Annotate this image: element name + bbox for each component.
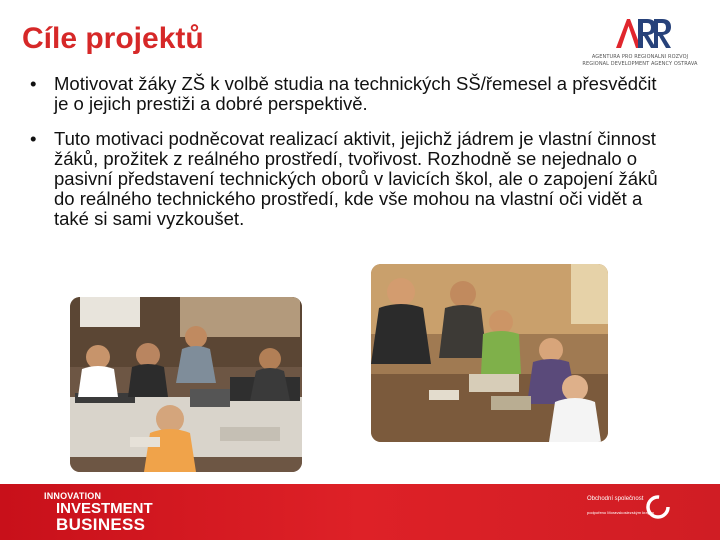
bullet-list [30, 74, 670, 229]
arr-logo [578, 14, 702, 72]
workshop-photo [70, 297, 302, 472]
brand-line-3: BUSINESS [56, 515, 146, 534]
brand-line-1: INNOVATION [44, 491, 102, 501]
ring-logo-icon [645, 494, 671, 520]
bullet-marker: • [30, 73, 37, 94]
students-photo [371, 264, 608, 442]
arr-logo-icon [614, 16, 672, 50]
brand-line-2: INVESTMENT [56, 500, 153, 517]
bullet-item [30, 74, 670, 114]
partner-name: Obchodní společnost [587, 496, 644, 502]
page-title: Cíle projektů [22, 22, 204, 55]
bullet-text: Motivovat žáky ZŠ k volbě studia na technických SŠ/řemesel a přesvědčit je o jejich prestiži a dobré perspektivě. [54, 73, 657, 114]
bullet-marker: • [30, 128, 37, 149]
bullet-item [30, 129, 670, 229]
logo-tagline: AGENTURA PRO REGIONÁLNÍ ROZVOJ [591, 54, 689, 60]
bullet-text: Tuto motivaci podněcovat realizací aktivit, jejichž jádrem je vlastní činnost žáků, prožitek z reálného prostředí, tvořivost. Rozhodně se nejednalo o pasivní představení technických oborů v lavicích škol, ale o zapojení žáků do reálného technického prostředí, kde vše mohou na vlastní oči vidět a také si sami vyzkoušet. [54, 128, 658, 229]
logo-tagline-en: REGIONAL DEVELOPMENT AGENCY OSTRAVA [582, 61, 698, 67]
partner-logo [587, 494, 677, 524]
partner-sub: podpořeno Moravskoslezským krajem [587, 510, 655, 515]
